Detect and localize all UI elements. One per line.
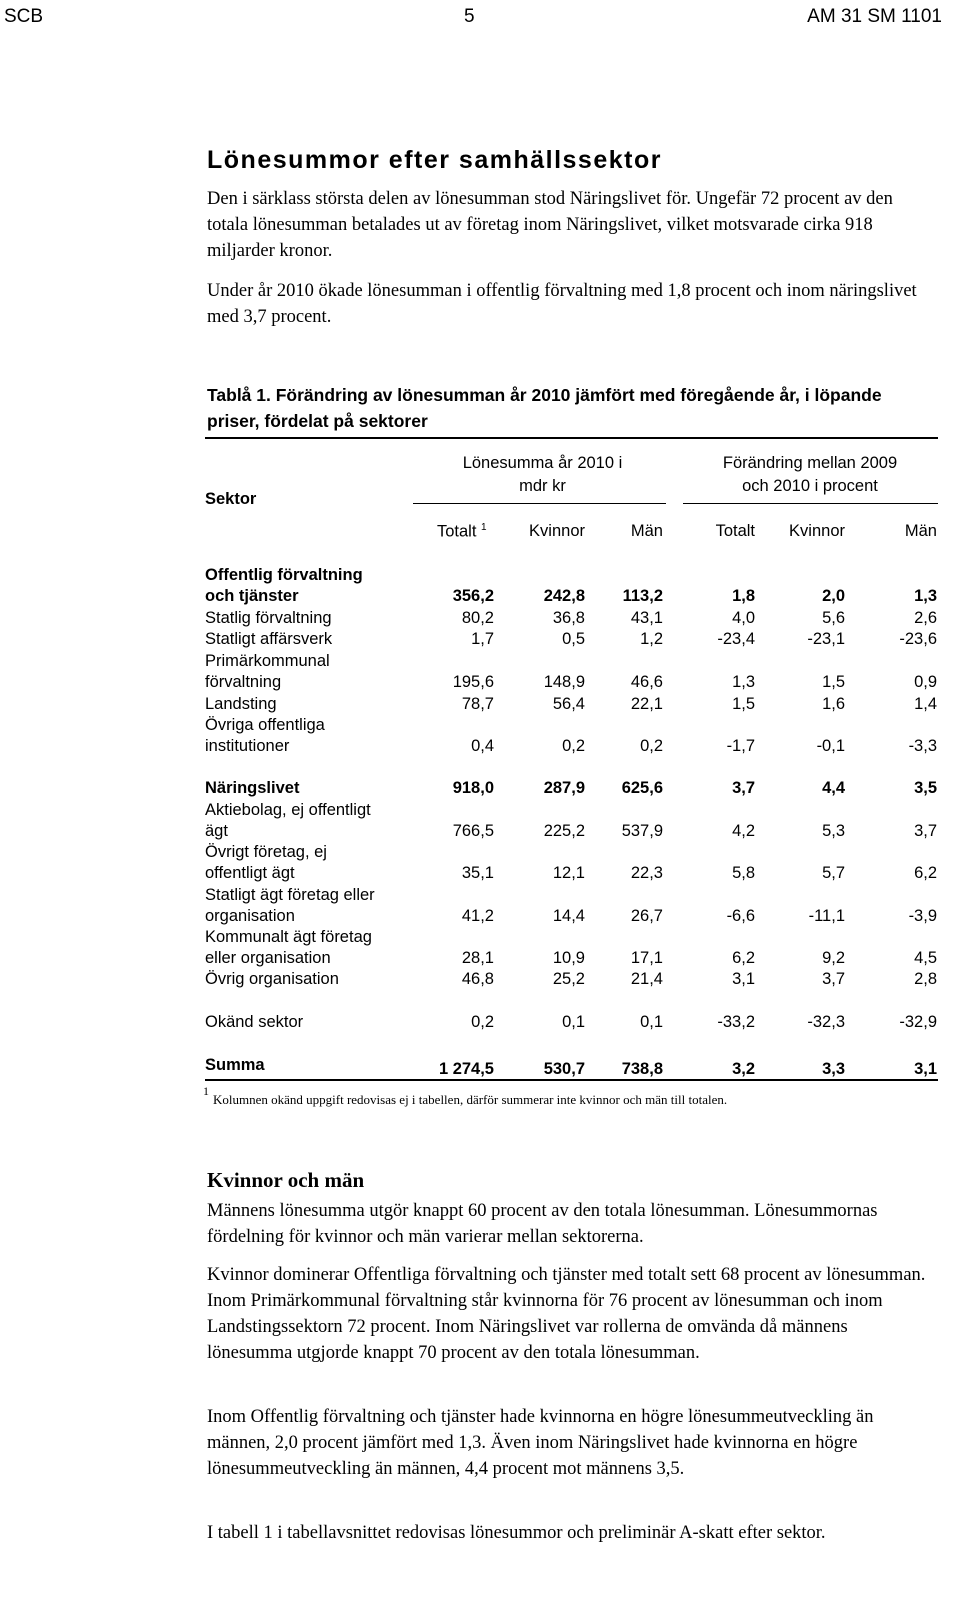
table-caption: Tablå 1. Förändring av lönesumman år 2010 jämfört med föregående år, i löpande priser, fördelat på sektorer [207, 385, 882, 431]
table-cell: 22,3 [630, 864, 663, 882]
row-header-label: Sektor [205, 490, 257, 508]
table-bottom-rule [205, 1079, 938, 1081]
group-rule [683, 503, 938, 504]
table-cell: -11,1 [808, 907, 845, 925]
table-cell: 9,2 [822, 949, 845, 967]
table-cell: 5,6 [822, 609, 845, 627]
table-cell: 17,1 [630, 949, 663, 967]
table-cell: 0,2 [471, 1013, 494, 1031]
header-left: SCB [4, 6, 44, 27]
table-cell: -3,9 [908, 907, 937, 925]
header-right: AM 31 SM 1101 [807, 6, 942, 27]
table-cell: 2,0 [822, 587, 845, 605]
row-label: Primärkommunal [205, 652, 330, 670]
table-cell: 6,2 [914, 864, 937, 882]
table-cell: 537,9 [621, 822, 663, 840]
row-label: förvaltning [205, 673, 282, 691]
table-cell: 14,4 [552, 907, 585, 925]
table-cell: 35,1 [461, 864, 494, 882]
table-cell: 738,8 [621, 1060, 663, 1078]
table-cell: 225,2 [543, 822, 585, 840]
table-cell: -23,6 [899, 630, 937, 648]
column-header: Totalt [715, 522, 755, 540]
column-header: Totalt $^1$ [437, 522, 487, 541]
table-cell: 1 274,5 [438, 1060, 494, 1078]
table-cell: 46,8 [461, 970, 494, 988]
row-label: Statligt ägt företag eller [205, 886, 375, 904]
column-header: Män [630, 522, 663, 540]
table-cell: 918,0 [452, 779, 494, 797]
group-header-salary-unit: mdr kr [519, 477, 566, 495]
table-cell: -23,1 [807, 630, 845, 648]
table-cell: 5,8 [732, 864, 755, 882]
table-cell: 1,3 [732, 673, 755, 691]
row-label: Offentlig förvaltning [205, 566, 363, 584]
table-cell: 5,3 [822, 822, 845, 840]
table-cell: -1,7 [726, 737, 755, 755]
group-header-salary: Lönesumma år 2010 i [462, 454, 623, 472]
table-cell: 3,7 [822, 970, 845, 988]
row-label: Statlig förvaltning [205, 609, 332, 627]
table-cell: 46,6 [630, 673, 663, 691]
table-cell: 0,5 [562, 630, 585, 648]
table-cell: 1,6 [822, 695, 845, 713]
table-cell: 0,1 [562, 1013, 585, 1031]
table-cell: 3,7 [732, 779, 755, 797]
table-cell: 766,5 [452, 822, 494, 840]
table-cell: -23,4 [717, 630, 755, 648]
table-cell: 3,1 [914, 1060, 937, 1078]
paragraph: Under år 2010 ökade lönesumman i offentlig förvaltning med 1,8 procent och inom näringslivet med 3,7 procent. [207, 281, 917, 327]
row-label: Summa [205, 1056, 265, 1074]
row-label: Landsting [205, 695, 277, 713]
row-label: organisation [205, 907, 295, 925]
table-cell: 1,4 [914, 695, 937, 713]
table-cell: -3,3 [908, 737, 937, 755]
table-cell: -33,2 [717, 1013, 755, 1031]
table-cell: 0,2 [640, 737, 663, 755]
table-cell: 0,9 [914, 673, 937, 691]
table-cell: 3,7 [914, 822, 937, 840]
paragraph: Kvinnor dominerar Offentliga förvaltning och tjänster med totalt sett 68 procent av lönesumman. Inom Primärkommunal förvaltning står kvinnorna för 76 procent av lönesumman och inom Landstingssektorn 72 procent. Inom Näringslivet var rollerna de omvända då männens lönesumma utgjorde knappt 70 procent av den totala lönesumman. [207, 1265, 926, 1363]
row-label: och tjänster [205, 587, 299, 605]
group-header-change: Förändring mellan 2009 [722, 454, 898, 472]
row-label: institutioner [205, 737, 290, 755]
table-cell: 1,7 [471, 630, 494, 648]
table-cell: 148,9 [543, 673, 585, 691]
table-cell: 6,2 [732, 949, 755, 967]
table-cell: 10,9 [552, 949, 585, 967]
table-cell: 25,2 [552, 970, 585, 988]
section-title: Kvinnor och män [207, 1168, 365, 1192]
table-cell: 530,7 [543, 1060, 585, 1078]
table-cell: 56,4 [552, 695, 585, 713]
row-label: offentligt ägt [205, 864, 295, 882]
table-cell: 1,8 [732, 587, 755, 605]
table-cell: 12,1 [552, 864, 585, 882]
table-cell: 287,9 [543, 779, 585, 797]
row-label: eller organisation [205, 949, 331, 967]
table-cell: -32,3 [807, 1013, 845, 1031]
row-label: Övriga offentliga [205, 716, 325, 734]
table-footnote: $^1$Kolumnen okänd uppgift redovisas ej i tabellen, därför summerar inte kvinnor och män till totalen. [203, 1084, 728, 1107]
row-label: Övrig organisation [205, 970, 339, 988]
row-label: Aktiebolag, ej offentligt [205, 801, 371, 819]
table-cell: 36,8 [552, 609, 585, 627]
paragraph: I tabell 1 i tabellavsnittet redovisas lönesummor och preliminär A-skatt efter sektor. [207, 1523, 826, 1543]
table-cell: 195,6 [452, 673, 494, 691]
table-cell: 4,2 [732, 822, 755, 840]
column-header: Män [904, 522, 937, 540]
table-cell: 3,5 [914, 779, 937, 797]
table-cell: -32,9 [899, 1013, 937, 1031]
table-cell: 113,2 [622, 587, 663, 605]
table-cell: 0,2 [562, 737, 585, 755]
table-cell: 1,5 [822, 673, 845, 691]
table-cell: 28,1 [461, 949, 494, 967]
table-cell: -6,6 [726, 907, 755, 925]
table-cell: 3,1 [732, 970, 755, 988]
table-cell: -0,1 [816, 737, 845, 755]
paragraph: Männens lönesumma utgör knappt 60 procent av den totala lönesumman. Lönesummornas fördelning för kvinnor och män varierar mellan sektorerna. [207, 1201, 878, 1247]
table-cell: 356,2 [452, 587, 494, 605]
table-top-rule [205, 437, 938, 439]
table-cell: 2,8 [914, 970, 937, 988]
column-header: Kvinnor [529, 522, 585, 540]
table-cell: 4,4 [822, 779, 845, 797]
table-cell: 43,1 [630, 609, 663, 627]
table-cell: 5,7 [822, 864, 845, 882]
table-cell: 3,3 [822, 1060, 845, 1078]
paragraph: Den i särklass största delen av lönesumman stod Näringslivet för. Ungefär 72 procent av den totala lönesumman betalades ut av företag inom Näringslivet, vilket motsvarade cirka 918 miljarder kronor. [207, 189, 893, 261]
table-cell: 41,2 [461, 907, 494, 925]
table-cell: 22,1 [630, 695, 663, 713]
table-cell: 1,3 [914, 587, 937, 605]
table-cell: 2,6 [914, 609, 937, 627]
row-label: Näringslivet [205, 779, 300, 797]
table-cell: 80,2 [461, 609, 494, 627]
group-header-change-unit: och 2010 i procent [742, 477, 878, 495]
table-cell: 3,2 [732, 1060, 755, 1078]
table-cell: 26,7 [630, 907, 663, 925]
row-label: ägt [205, 822, 228, 840]
paragraph: Inom Offentlig förvaltning och tjänster hade kvinnorna en högre lönesummeutveckling än männen, 2,0 procent jämfört med 1,3. Även inom Näringslivet hade kvinnorna en högre lönesummeutveckling än männen, 4,4 procent mot männens 3,5. [207, 1407, 874, 1479]
table-cell: 0,4 [471, 737, 494, 755]
table-cell: 242,8 [543, 587, 585, 605]
table-cell: 1,2 [640, 630, 663, 648]
table-cell: 78,7 [461, 695, 494, 713]
row-label: Kommunalt ägt företag [205, 928, 372, 946]
column-header: Kvinnor [789, 522, 845, 540]
page-number: 5 [464, 6, 475, 27]
table-cell: 4,0 [732, 609, 755, 627]
table-cell: 21,4 [630, 970, 663, 988]
row-label: Statligt affärsverk [205, 630, 333, 648]
row-label: Okänd sektor [205, 1013, 304, 1031]
row-label: Övrigt företag, ej [205, 843, 327, 861]
section-title: Lönesummor efter samhällssektor [207, 146, 662, 174]
table-cell: 0,1 [640, 1013, 663, 1031]
table-cell: 625,6 [621, 779, 663, 797]
group-rule [413, 503, 666, 504]
table-cell: 1,5 [732, 695, 755, 713]
table-cell: 4,5 [914, 949, 937, 967]
